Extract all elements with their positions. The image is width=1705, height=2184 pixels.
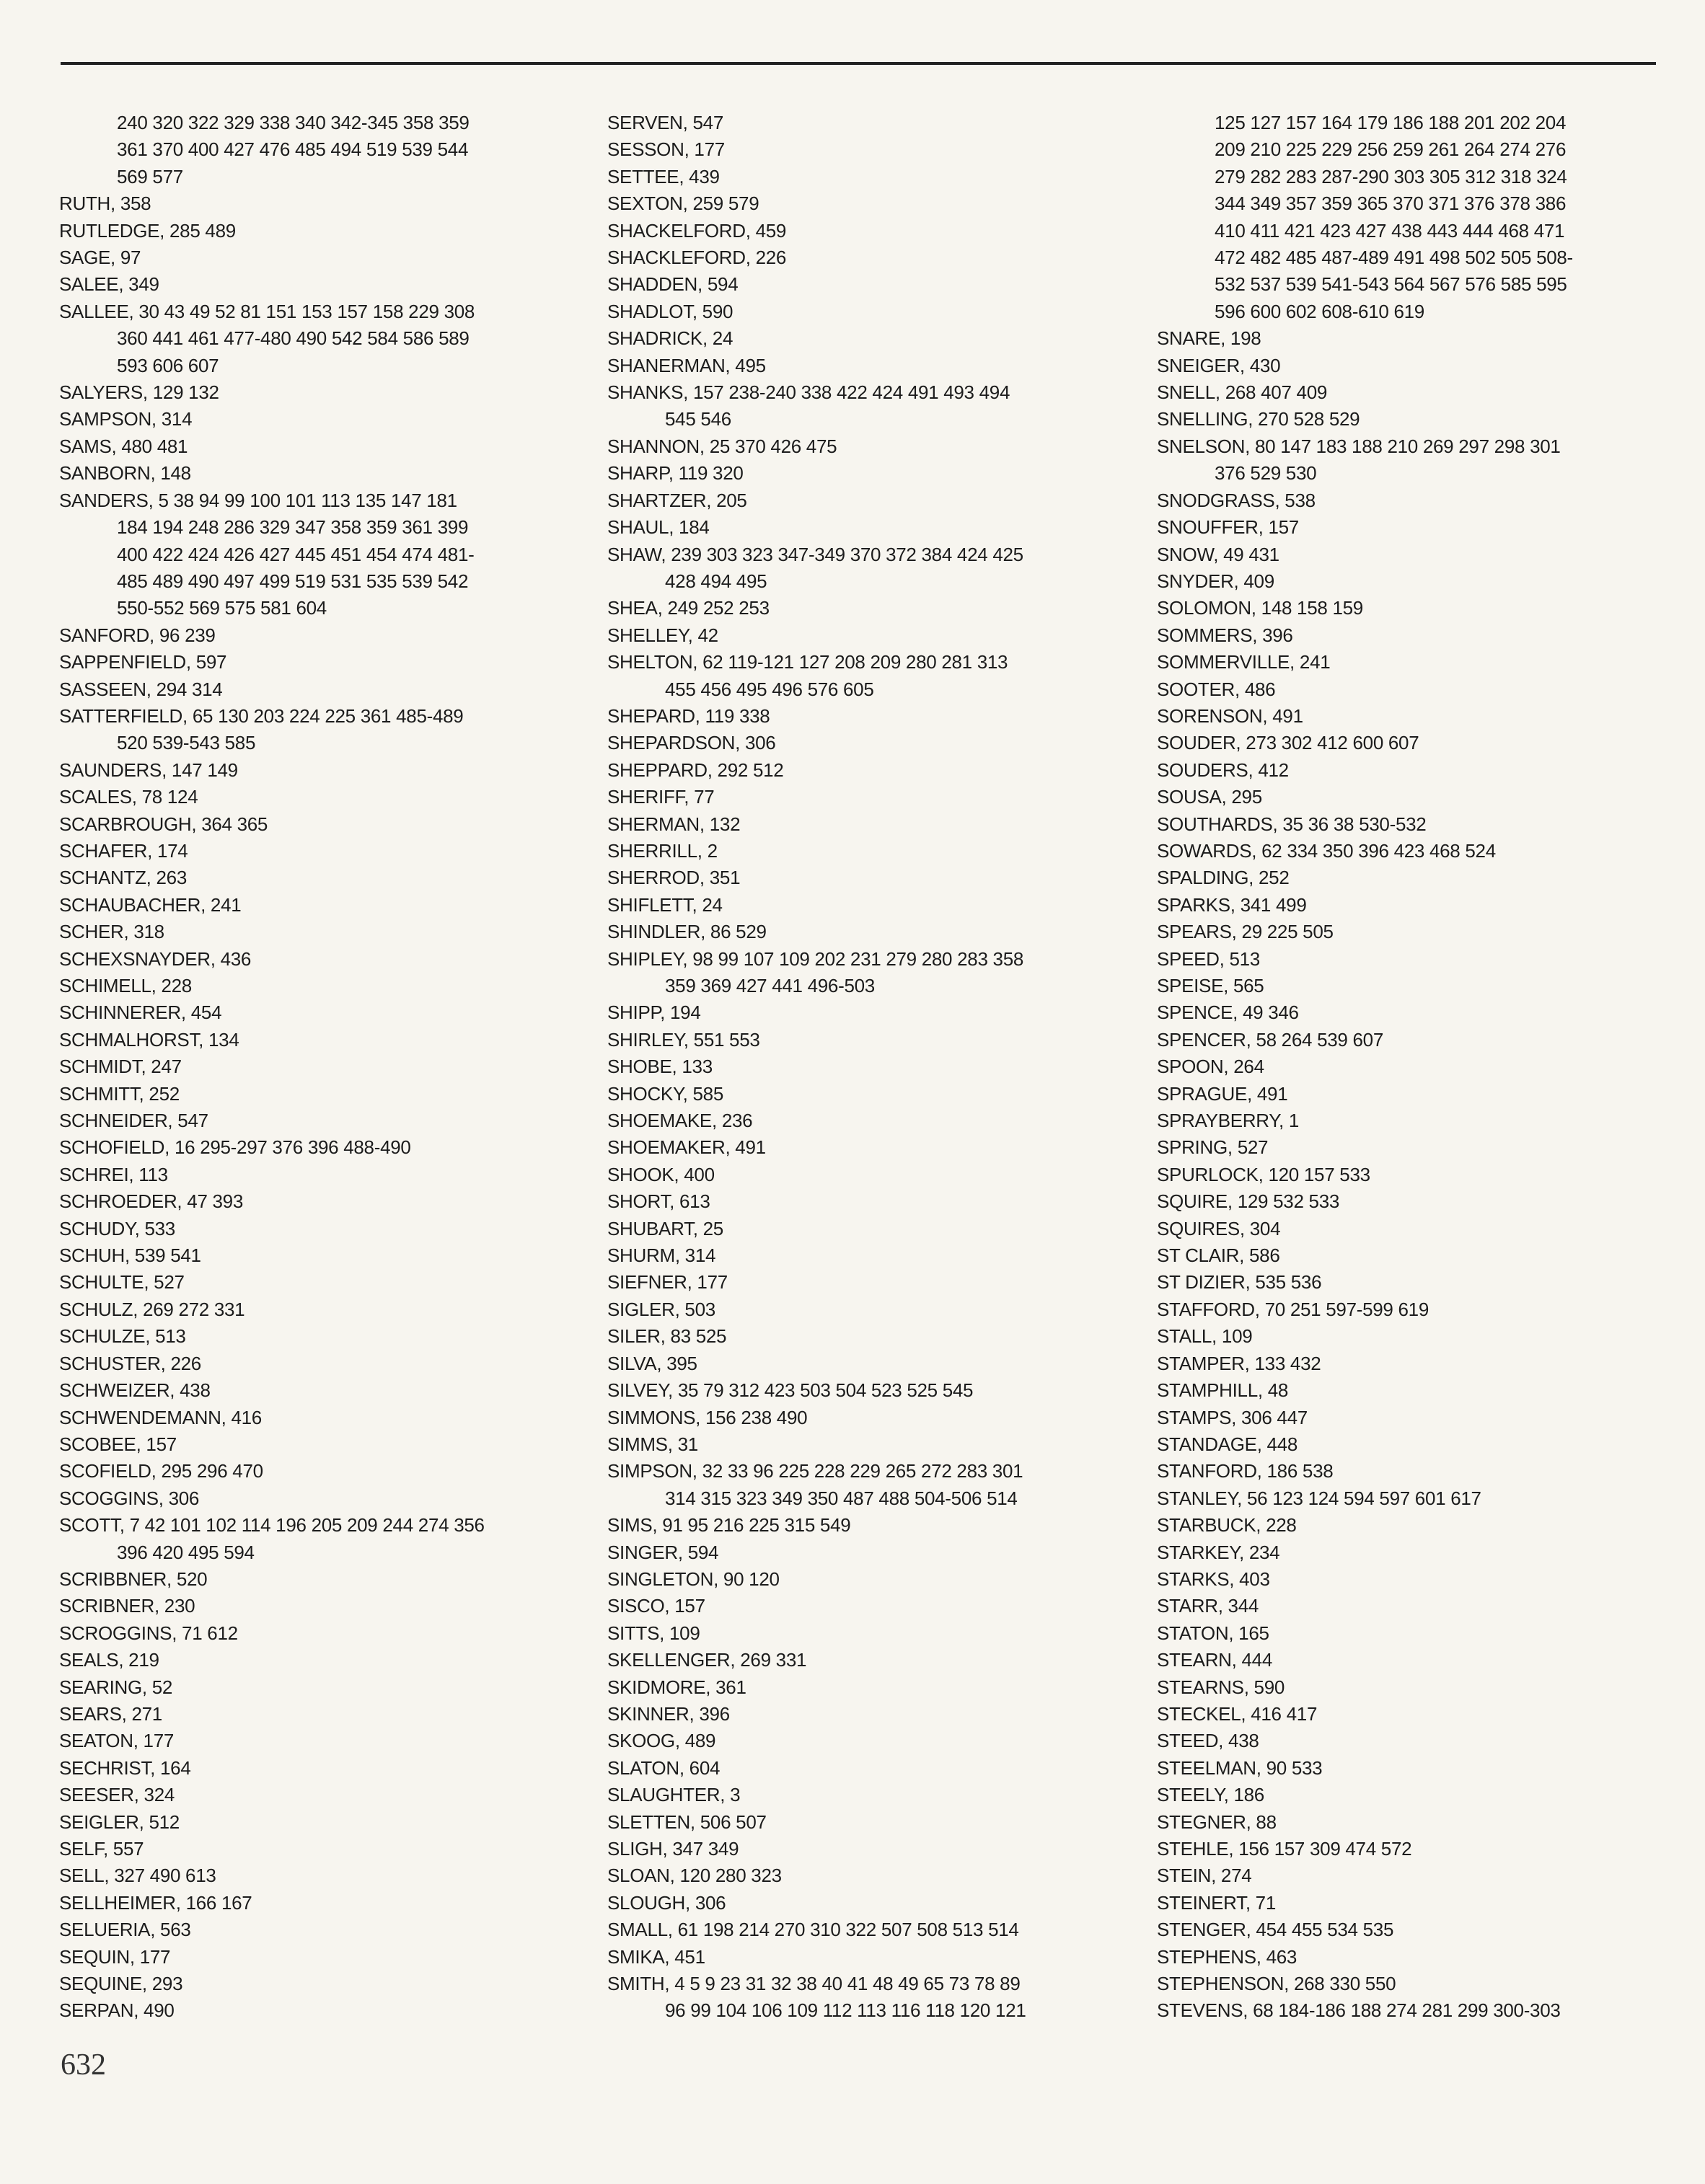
index-entry: SCOGGINS, 306 [59, 1487, 200, 1509]
index-entry: SHACKELFORD, 459 [607, 219, 787, 242]
index-entry: SLATON, 604 [607, 1756, 721, 1779]
index-entry-continuation: 472 482 485 487-489 491 498 502 505 508- [1215, 247, 1573, 269]
index-entry: SOUDER, 273 302 412 600 607 [1157, 732, 1419, 754]
index-entry: SMALL, 61 198 214 270 310 322 507 508 513 514 [607, 1919, 1019, 1941]
index-entry-continuation: 569 577 [117, 165, 183, 187]
index-entry-continuation: 428 494 495 [665, 570, 767, 592]
index-entry: SCOTT, 7 42 101 102 114 196 205 209 244 274 356 [59, 1514, 485, 1537]
index-entry: SHARP, 119 320 [607, 462, 744, 485]
index-entry: SHERMAN, 132 [607, 813, 741, 835]
index-entry: SHERIFF, 77 [607, 786, 715, 808]
index-entry-continuation: 455 456 495 496 576 605 [665, 678, 874, 700]
index-entry: SITTS, 109 [607, 1622, 700, 1644]
index-entry-continuation: 361 370 400 427 476 485 494 519 539 544 [117, 138, 469, 161]
index-entry-continuation: 360 441 461 477-480 490 542 584 586 589 [117, 327, 470, 350]
index-entry: SCHER, 318 [59, 921, 164, 943]
index-entry: SHANERMAN, 495 [607, 354, 766, 376]
index-entry: STAMPS, 306 447 [1157, 1406, 1308, 1428]
index-entry: SANDERS, 5 38 94 99 100 101 113 135 147 181 [59, 489, 457, 511]
index-entry: SISCO, 157 [607, 1595, 705, 1617]
index-entry: SPURLOCK, 120 157 533 [1157, 1163, 1370, 1185]
index-entry: SELL, 327 490 613 [59, 1865, 216, 1887]
index-entry: STEED, 438 [1157, 1730, 1259, 1752]
index-entry: SAUNDERS, 147 149 [59, 759, 238, 781]
index-entry-continuation: 344 349 357 359 365 370 371 376 378 386 [1215, 193, 1567, 215]
index-entry: STEPHENSON, 268 330 550 [1157, 1973, 1396, 1995]
index-entry: SCHUDY, 533 [59, 1217, 175, 1239]
index-entry-continuation: 400 422 424 426 427 445 451 454 474 481- [117, 543, 475, 565]
index-entry: SQUIRES, 304 [1157, 1217, 1281, 1239]
index-column-1 [59, 110, 593, 2025]
index-entry: SNYDER, 409 [1157, 570, 1274, 592]
index-entry: STARKS, 403 [1157, 1568, 1270, 1590]
index-entry: STANFORD, 186 538 [1157, 1460, 1334, 1482]
index-entry: SILER, 83 525 [607, 1325, 727, 1348]
index-entry: SATTERFIELD, 65 130 203 224 225 361 485-489 [59, 704, 464, 727]
index-entry: SLAUGHTER, 3 [607, 1784, 741, 1806]
index-entry: STEGNER, 88 [1157, 1811, 1277, 1833]
index-entry: SAGE, 97 [59, 247, 141, 269]
index-entry: STARBUCK, 228 [1157, 1514, 1297, 1537]
index-entry: SCHMIDT, 247 [59, 1056, 182, 1078]
index-entry: SIEFNER, 177 [607, 1271, 728, 1294]
index-entry: SANBORN, 148 [59, 462, 191, 485]
index-entry: SEIGLER, 512 [59, 1811, 180, 1833]
index-entry: SHOBE, 133 [607, 1056, 713, 1078]
index-entry: SORENSON, 491 [1157, 704, 1303, 727]
index-entry: RUTLEDGE, 285 489 [59, 219, 236, 242]
index-entry: STEELMAN, 90 533 [1157, 1756, 1323, 1779]
index-entry: SCHROEDER, 47 393 [59, 1190, 244, 1213]
index-entry: SHEA, 249 252 253 [607, 597, 770, 619]
index-entry: SAPPENFIELD, 597 [59, 651, 227, 673]
index-entry: SHIPP, 194 [607, 1002, 701, 1024]
index-entry: SCHANTZ, 263 [59, 867, 188, 889]
index-entry: ST CLAIR, 586 [1157, 1244, 1280, 1267]
index-entry: SLOAN, 120 280 323 [607, 1865, 782, 1887]
index-entry: SNELL, 268 407 409 [1157, 381, 1328, 404]
index-entry: SNELLING, 270 528 529 [1157, 408, 1360, 430]
index-entry: SHERRILL, 2 [607, 839, 718, 862]
index-entry: SILVA, 395 [607, 1352, 697, 1374]
index-entry: SLIGH, 347 349 [607, 1838, 739, 1860]
index-entry: STEARNS, 590 [1157, 1676, 1285, 1698]
index-entry: SCALES, 78 124 [59, 786, 198, 808]
index-entry: SNOUFFER, 157 [1157, 516, 1299, 539]
index-entry: SAMS, 480 481 [59, 435, 188, 457]
index-entry: SLOUGH, 306 [607, 1891, 726, 1914]
index-entry: SQUIRE, 129 532 533 [1157, 1190, 1340, 1213]
index-entry: SESSON, 177 [607, 138, 725, 161]
index-entry-continuation: 279 282 283 287-290 303 305 312 318 324 [1215, 165, 1567, 187]
index-entry: SOLOMON, 148 158 159 [1157, 597, 1363, 619]
index-entry: STAMPHILL, 48 [1157, 1379, 1289, 1402]
index-entry: SPEARS, 29 225 505 [1157, 921, 1334, 943]
index-entry: SPOON, 264 [1157, 1056, 1264, 1078]
index-entry-continuation: 396 420 495 594 [117, 1541, 255, 1563]
index-entry: SHORT, 613 [607, 1190, 710, 1213]
index-entry: SNODGRASS, 538 [1157, 489, 1316, 511]
index-entry: SHADDEN, 594 [607, 273, 739, 296]
index-entry-continuation: 596 600 602 608-610 619 [1215, 300, 1424, 322]
index-entry: SCRIBBNER, 520 [59, 1568, 208, 1590]
index-entry: SHOEMAKE, 236 [607, 1110, 753, 1132]
index-entry-continuation: 209 210 225 229 256 259 261 264 274 276 [1215, 138, 1567, 161]
index-entry: SOUDERS, 412 [1157, 759, 1289, 781]
index-entry: STEHLE, 156 157 309 474 572 [1157, 1838, 1412, 1860]
index-entry-continuation: 96 99 104 106 109 112 113 116 118 120 121 [665, 1999, 1026, 2022]
index-entry: SHOEMAKER, 491 [607, 1136, 766, 1159]
index-entry: SHOCKY, 585 [607, 1082, 723, 1105]
index-entry: SKOOG, 489 [607, 1730, 716, 1752]
index-column-2 [607, 110, 1141, 2025]
index-entry-continuation: 376 529 530 [1215, 462, 1317, 485]
index-entry: SHANNON, 25 370 426 475 [607, 435, 837, 457]
index-entry: SALYERS, 129 132 [59, 381, 219, 404]
index-entry: SMIKA, 451 [607, 1945, 705, 1968]
index-entry: SCHREI, 113 [59, 1163, 168, 1185]
index-entry: SCHULTE, 527 [59, 1271, 185, 1294]
index-entry: STENGER, 454 455 534 535 [1157, 1919, 1394, 1941]
index-entry: SEQUIN, 177 [59, 1945, 171, 1968]
index-entry: STEELY, 186 [1157, 1784, 1264, 1806]
index-entry: SNELSON, 80 147 183 188 210 269 297 298 301 [1157, 435, 1561, 457]
index-entry: SHADRICK, 24 [607, 327, 733, 350]
index-entry: STANDAGE, 448 [1157, 1433, 1298, 1455]
index-entry: SCHAFER, 174 [59, 839, 188, 862]
index-entry: SEALS, 219 [59, 1649, 159, 1671]
index-entry: SIMPSON, 32 33 96 225 228 229 265 272 283 301 [607, 1460, 1023, 1482]
index-entry: SCHUH, 539 541 [59, 1244, 201, 1267]
index-entry: SCARBROUGH, 364 365 [59, 813, 268, 835]
index-entry: SCHNEIDER, 547 [59, 1110, 208, 1132]
index-entry: SALLEE, 30 43 49 52 81 151 153 157 158 229 308 [59, 300, 475, 322]
index-entry: STARKEY, 234 [1157, 1541, 1280, 1563]
index-entry: SPRING, 527 [1157, 1136, 1269, 1159]
index-entry: SCHMALHORST, 134 [59, 1028, 239, 1051]
index-entry: SERVEN, 547 [607, 112, 723, 133]
index-entry: SHUBART, 25 [607, 1217, 723, 1239]
index-entry: SCHINNERER, 454 [59, 1002, 222, 1024]
index-entry: SEARS, 271 [59, 1702, 162, 1725]
index-entry: SCOFIELD, 295 296 470 [59, 1460, 263, 1482]
index-entry-continuation: 184 194 248 286 329 347 358 359 361 399 [117, 516, 469, 539]
index-entry: SETTEE, 439 [607, 165, 720, 187]
index-entry: SCHWEIZER, 438 [59, 1379, 211, 1402]
index-entry: STEIN, 274 [1157, 1865, 1252, 1887]
index-entry-continuation: 125 127 157 164 179 186 188 201 202 204 [1215, 112, 1567, 133]
index-entry: SHINDLER, 86 529 [607, 921, 767, 943]
index-entry: SHELTON, 62 119-121 127 208 209 280 281 313 [607, 651, 1008, 673]
index-entry-continuation: 550-552 569 575 581 604 [117, 597, 327, 619]
index-entry: SINGLETON, 90 120 [607, 1568, 780, 1590]
index-entry: SHANKS, 157 238-240 338 422 424 491 493 494 [607, 381, 1010, 404]
index-entry: SOUSA, 295 [1157, 786, 1262, 808]
index-entry: STEVENS, 68 184-186 188 274 281 299 300-303 [1157, 1999, 1561, 2022]
index-entry: SAMPSON, 314 [59, 408, 193, 430]
index-entry: SPENCE, 49 346 [1157, 1002, 1299, 1024]
index-entry: SOMMERS, 396 [1157, 624, 1293, 646]
index-entry: STARR, 344 [1157, 1595, 1259, 1617]
index-entry-continuation: 545 546 [665, 408, 731, 430]
index-entry: STEARN, 444 [1157, 1649, 1272, 1671]
index-entry: SHAUL, 184 [607, 516, 710, 539]
index-entry: SHARTZER, 205 [607, 489, 747, 511]
index-entry-continuation: 532 537 539 541-543 564 567 576 585 595 [1215, 273, 1567, 296]
index-entry-continuation: 240 320 322 329 338 340 342-345 358 359 [117, 112, 470, 133]
index-entry: SASSEEN, 294 314 [59, 678, 223, 700]
index-entry: SEQUINE, 293 [59, 1973, 183, 1995]
index-entry: SHIPLEY, 98 99 107 109 202 231 279 280 283 358 [607, 947, 1024, 970]
index-entry: SEESER, 324 [59, 1784, 175, 1806]
index-entry: SHELLEY, 42 [607, 624, 718, 646]
index-entry: SMITH, 4 5 9 23 31 32 38 40 41 48 49 65 73 78 89 [607, 1973, 1021, 1995]
index-entry: SCHEXSNAYDER, 436 [59, 947, 252, 970]
index-entry: SANFORD, 96 239 [59, 624, 216, 646]
index-entry: SHACKLEFORD, 226 [607, 247, 787, 269]
index-entry: SCHULZ, 269 272 331 [59, 1298, 245, 1320]
index-entry: SPENCER, 58 264 539 607 [1157, 1028, 1383, 1051]
index-entry: SEXTON, 259 579 [607, 193, 759, 215]
index-entry: RUTH, 358 [59, 193, 151, 215]
index-entry: STALL, 109 [1157, 1325, 1253, 1348]
index-entry: SINGER, 594 [607, 1541, 719, 1563]
index-entry: SALEE, 349 [59, 273, 159, 296]
index-entry: SNOW, 49 431 [1157, 543, 1279, 565]
index-entry: SNARE, 198 [1157, 327, 1261, 350]
index-entry: SCHMITT, 252 [59, 1082, 180, 1105]
index-entry: SCHOFIELD, 16 295-297 376 396 488-490 [59, 1136, 411, 1159]
index-entry-continuation: 314 315 323 349 350 487 488 504-506 514 [665, 1487, 1018, 1509]
index-entry: SILVEY, 35 79 312 423 503 504 523 525 545 [607, 1379, 974, 1402]
index-entry: SECHRIST, 164 [59, 1756, 191, 1779]
index-entry: STATON, 165 [1157, 1622, 1269, 1644]
index-entry: SLETTEN, 506 507 [607, 1811, 767, 1833]
index-entry: SHURM, 314 [607, 1244, 716, 1267]
index-entry-continuation: 593 606 607 [117, 354, 219, 376]
index-entry: SHOOK, 400 [607, 1163, 715, 1185]
index-entry: SHEPARD, 119 338 [607, 704, 770, 727]
index-entry: SELUERIA, 563 [59, 1919, 191, 1941]
index-entry: SIMS, 91 95 216 225 315 549 [607, 1514, 851, 1537]
index-entry: STANLEY, 56 123 124 594 597 601 617 [1157, 1487, 1481, 1509]
index-entry: SERPAN, 490 [59, 1999, 175, 2022]
index-entry: ST DIZIER, 535 536 [1157, 1271, 1322, 1294]
index-entry: SPEISE, 565 [1157, 975, 1264, 996]
index-entry: SKIDMORE, 361 [607, 1676, 746, 1698]
index-entry: SCOBEE, 157 [59, 1433, 177, 1455]
index-entry-continuation: 410 411 421 423 427 438 443 444 468 471 [1215, 219, 1565, 242]
index-entry: SIMMS, 31 [607, 1433, 698, 1455]
index-entry: SHERROD, 351 [607, 867, 741, 889]
index-entry: SOUTHARDS, 35 36 38 530-532 [1157, 813, 1427, 835]
index-entry: SIMMONS, 156 238 490 [607, 1406, 808, 1428]
index-entry-continuation: 485 489 490 497 499 519 531 535 539 542 [117, 570, 469, 592]
index-entry: SKELLENGER, 269 331 [607, 1649, 807, 1671]
page-number: 632 [61, 2048, 106, 2082]
index-entry: STEINERT, 71 [1157, 1891, 1276, 1914]
index-entry: SCRIBNER, 230 [59, 1595, 195, 1617]
index-entry-continuation: 520 539-543 585 [117, 732, 256, 754]
index-entry: SCHIMELL, 228 [59, 975, 192, 996]
index-entry: SCHWENDEMANN, 416 [59, 1406, 262, 1428]
index-entry: STEPHENS, 463 [1157, 1945, 1298, 1968]
index-entry: SPALDING, 252 [1157, 867, 1290, 889]
index-entry: SCHAUBACHER, 241 [59, 893, 242, 916]
index-entry: SOWARDS, 62 334 350 396 423 468 524 [1157, 839, 1496, 862]
index-entry: SELLHEIMER, 166 167 [59, 1891, 252, 1914]
index-entry: STAFFORD, 70 251 597-599 619 [1157, 1298, 1429, 1320]
index-entry: SEARING, 52 [59, 1676, 173, 1698]
index-entry: SELF, 557 [59, 1838, 144, 1860]
index-entry: SCHUSTER, 226 [59, 1352, 201, 1374]
header-rule [61, 62, 1656, 65]
index-entry: SOMMERVILLE, 241 [1157, 651, 1331, 673]
index-entry: SHIFLETT, 24 [607, 893, 723, 916]
index-entry: SCHULZE, 513 [59, 1325, 186, 1348]
index-entry: SKINNER, 396 [607, 1702, 730, 1725]
index-entry: SCROGGINS, 71 612 [59, 1622, 238, 1644]
index-entry: SPEED, 513 [1157, 947, 1260, 970]
index-entry: STECKEL, 416 417 [1157, 1702, 1318, 1725]
index-entry: SEATON, 177 [59, 1730, 175, 1752]
index-entry: SPRAGUE, 491 [1157, 1082, 1288, 1105]
index-entry-continuation: 359 369 427 441 496-503 [665, 975, 875, 996]
index-entry: SPARKS, 341 499 [1157, 893, 1307, 916]
index-entry: STAMPER, 133 432 [1157, 1352, 1321, 1374]
index-entry: SHIRLEY, 551 553 [607, 1028, 760, 1051]
index-column-3 [1157, 110, 1691, 2025]
index-entry: SHEPPARD, 292 512 [607, 759, 784, 781]
index-entry: SHEPARDSON, 306 [607, 732, 776, 754]
index-entry: SHADLOT, 590 [607, 300, 733, 322]
index-entry: SHAW, 239 303 323 347-349 370 372 384 424 425 [607, 543, 1023, 565]
index-entry: SNEIGER, 430 [1157, 354, 1281, 376]
index-entry: SOOTER, 486 [1157, 678, 1276, 700]
index-entry: SIGLER, 503 [607, 1298, 715, 1320]
index-entry: SPRAYBERRY, 1 [1157, 1110, 1299, 1132]
